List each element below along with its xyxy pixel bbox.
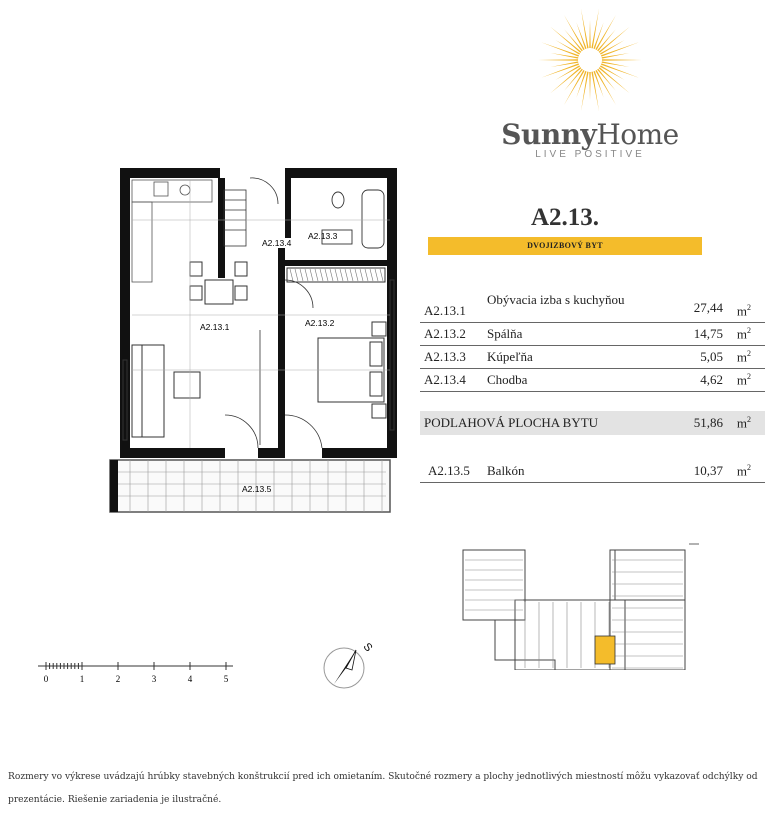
total-label: PODLAHOVÁ PLOCHA BYTU	[424, 415, 599, 430]
sun-ray	[564, 70, 585, 105]
room-row	[420, 290, 765, 323]
sun-ray	[589, 72, 590, 100]
floor-plan	[90, 160, 400, 520]
room-name: Chodba	[487, 372, 528, 387]
room-name: Balkón	[487, 463, 525, 478]
apartment-code: A2.13.	[530, 204, 600, 231]
sun-ray	[591, 72, 599, 112]
plan-label-living: A2.13.1	[200, 322, 230, 332]
disclaimer-text: Rozmery vo výkrese uvádzajú hrúbky stavebných konštrukcií pred ich omietaním. Skutočné rozmery a plochy jednotlivých miestností môžu vykazovať odchýlky od prezentácie. Riešenie zariadenia je ilustračné.	[8, 772, 758, 805]
dimension-lines	[132, 180, 390, 448]
sun-ray	[564, 15, 585, 50]
brand-tagline: LIVE POSITIVE	[535, 149, 645, 160]
balcony-row	[420, 453, 765, 483]
room-id: A2.13.1	[424, 303, 466, 318]
sun-ray	[600, 65, 625, 80]
scale-tick-label: 1	[79, 674, 85, 684]
room-table	[420, 290, 765, 483]
apartment-type-band: DVOJIZBOVÝ BYT	[428, 237, 702, 255]
north-arrow-icon	[318, 634, 378, 694]
room-id: A2.13.3	[424, 349, 466, 364]
compass-label: S	[360, 640, 375, 655]
sun-ray	[600, 40, 625, 55]
sun-ray	[595, 15, 616, 50]
total-area-row	[420, 411, 765, 435]
plan-label-hall: A2.13.4	[262, 238, 292, 248]
room-id: A2.13.4	[424, 372, 466, 387]
room-area: 27,44	[693, 300, 723, 315]
sun-ray	[591, 9, 599, 49]
sun-ray	[601, 42, 639, 56]
scale-tick-label: 5	[223, 674, 229, 684]
room-name: Spálňa	[487, 326, 523, 341]
plan-label-bathroom: A2.13.3	[308, 231, 338, 241]
room-unit: $m^2$	[736, 302, 751, 318]
room-area: 5,05	[700, 349, 723, 364]
doors	[225, 178, 322, 448]
room-unit: $m^2$	[736, 462, 751, 478]
wardrobe-hatch	[290, 269, 383, 281]
sun-ray	[602, 59, 642, 60]
sun-ray	[595, 70, 616, 105]
sun-ray	[555, 40, 580, 55]
highlighted-unit	[595, 636, 615, 664]
scale-tick-label: 3	[151, 674, 157, 684]
room-row	[420, 369, 765, 392]
sun-ray	[589, 20, 590, 48]
room-id: A2.13.2	[424, 326, 466, 341]
scale-tick-label: 0	[43, 674, 49, 684]
sun-ray	[581, 9, 589, 49]
brand	[470, 118, 710, 160]
sun-ray	[541, 42, 579, 56]
sun-ray	[601, 63, 639, 77]
scale-bar	[38, 660, 238, 690]
room-unit: $m^2$	[736, 371, 751, 387]
hall-storage	[224, 190, 246, 246]
room-unit: $m^2$	[736, 325, 751, 341]
room-row	[420, 346, 765, 369]
sun-ray	[538, 59, 578, 60]
scale-tick-label: 4	[187, 674, 193, 684]
sun-ray	[581, 72, 589, 112]
room-area: 14,75	[693, 326, 723, 341]
room-name: Kúpeľňa	[487, 349, 533, 364]
sun-ray	[541, 63, 579, 77]
sun-ray	[550, 27, 581, 53]
plan-label-balcony: A2.13.5	[242, 484, 272, 494]
sun-logo-icon	[535, 5, 645, 115]
kitchen	[132, 180, 212, 282]
sun-ray	[599, 27, 630, 53]
room-row	[420, 323, 765, 346]
scale-tick-label: 2	[115, 674, 121, 684]
total-area: 51,86	[693, 415, 723, 430]
room-id: A2.13.5	[428, 463, 470, 478]
brand-name: SunnyHome	[501, 118, 679, 151]
room-unit: $m^2$	[736, 414, 751, 430]
room-area: 10,37	[693, 463, 723, 478]
room-unit: $m^2$	[736, 348, 751, 364]
sun-ray	[555, 65, 580, 80]
sun-ray	[550, 67, 581, 93]
building-site-plan	[455, 540, 705, 670]
room-area: 4,62	[700, 372, 723, 387]
room-name: Obývacia izba s kuchyňou	[487, 292, 625, 307]
sun-ray	[599, 67, 630, 93]
plan-label-bedroom: A2.13.2	[305, 318, 335, 328]
